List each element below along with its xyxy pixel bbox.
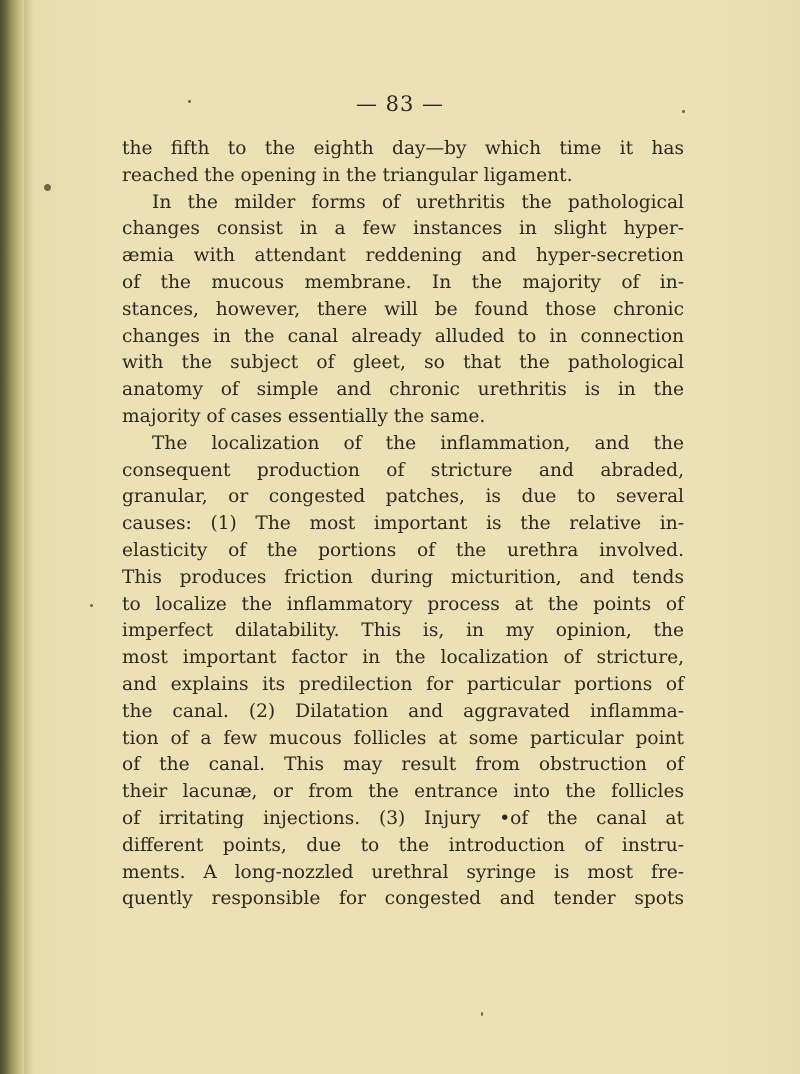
text-line: and explains its predilection for particular portions of bbox=[122, 673, 684, 695]
text-line: reached the opening in the triangular ligament. bbox=[122, 164, 573, 186]
text-line: of the mucous membrane. In the majority of in- bbox=[122, 271, 684, 293]
text-line: The localization of the inflammation, and the bbox=[152, 432, 684, 454]
text-line: stances, however, there will be found those chronic bbox=[122, 298, 684, 320]
text-line: with the subject of gleet, so that the pathological bbox=[122, 352, 684, 374]
text-line: to localize the inflammatory process at the points of bbox=[122, 593, 684, 615]
text-line: majority of cases essentially the same. bbox=[122, 405, 486, 427]
text-line: of the canal. This may result from obstruction of bbox=[122, 754, 684, 776]
text-line: different points, due to the introduction of instru- bbox=[122, 834, 684, 856]
text-line: anatomy of simple and chronic urethritis is in the bbox=[122, 379, 684, 401]
text-line: This produces friction during micturition, and tends bbox=[122, 566, 684, 588]
text-line: changes consist in a few instances in slight hyper- bbox=[122, 218, 684, 240]
text-line: elasticity of the portions of the urethra involved. bbox=[122, 539, 684, 561]
binding-shadow bbox=[24, 0, 34, 1074]
text-line: imperfect dilatability. This is, in my opinion, the bbox=[122, 620, 684, 642]
text-line: In the milder forms of urethritis the pathological bbox=[152, 191, 684, 213]
text-line: the fifth to the eighth day—by which time it has bbox=[122, 138, 684, 159]
text-line: of irritating injections. (3) Injury •of the canal at bbox=[122, 807, 684, 829]
text-line: their lacunæ, or from the entrance into the follicles bbox=[122, 781, 684, 803]
text-line: ments. A long-nozzled urethral syringe is most fre- bbox=[122, 861, 684, 883]
speck bbox=[44, 184, 51, 191]
text-line: changes in the canal already alluded to in connection bbox=[122, 325, 684, 347]
text-line: most important factor in the localization of stricture, bbox=[122, 647, 684, 669]
text-line: the canal. (2) Dilatation and aggravated inflamma- bbox=[122, 700, 684, 722]
text-line: causes: (1) The most important is the relative in- bbox=[122, 513, 684, 535]
binding-edge bbox=[0, 0, 24, 1074]
text-line: tion of a few mucous follicles at some particular point bbox=[122, 727, 684, 749]
text-line: consequent production of stricture and abraded, bbox=[122, 459, 684, 481]
body-text bbox=[122, 136, 684, 913]
speck bbox=[90, 604, 93, 607]
text-line: quently responsible for congested and tender spots bbox=[122, 888, 684, 910]
text-line: granular, or congested patches, is due to several bbox=[122, 486, 684, 508]
text-line: æmia with attendant reddening and hyper-secretion bbox=[122, 245, 684, 267]
speck bbox=[481, 1012, 483, 1016]
page-number: — 83 — bbox=[355, 92, 445, 116]
